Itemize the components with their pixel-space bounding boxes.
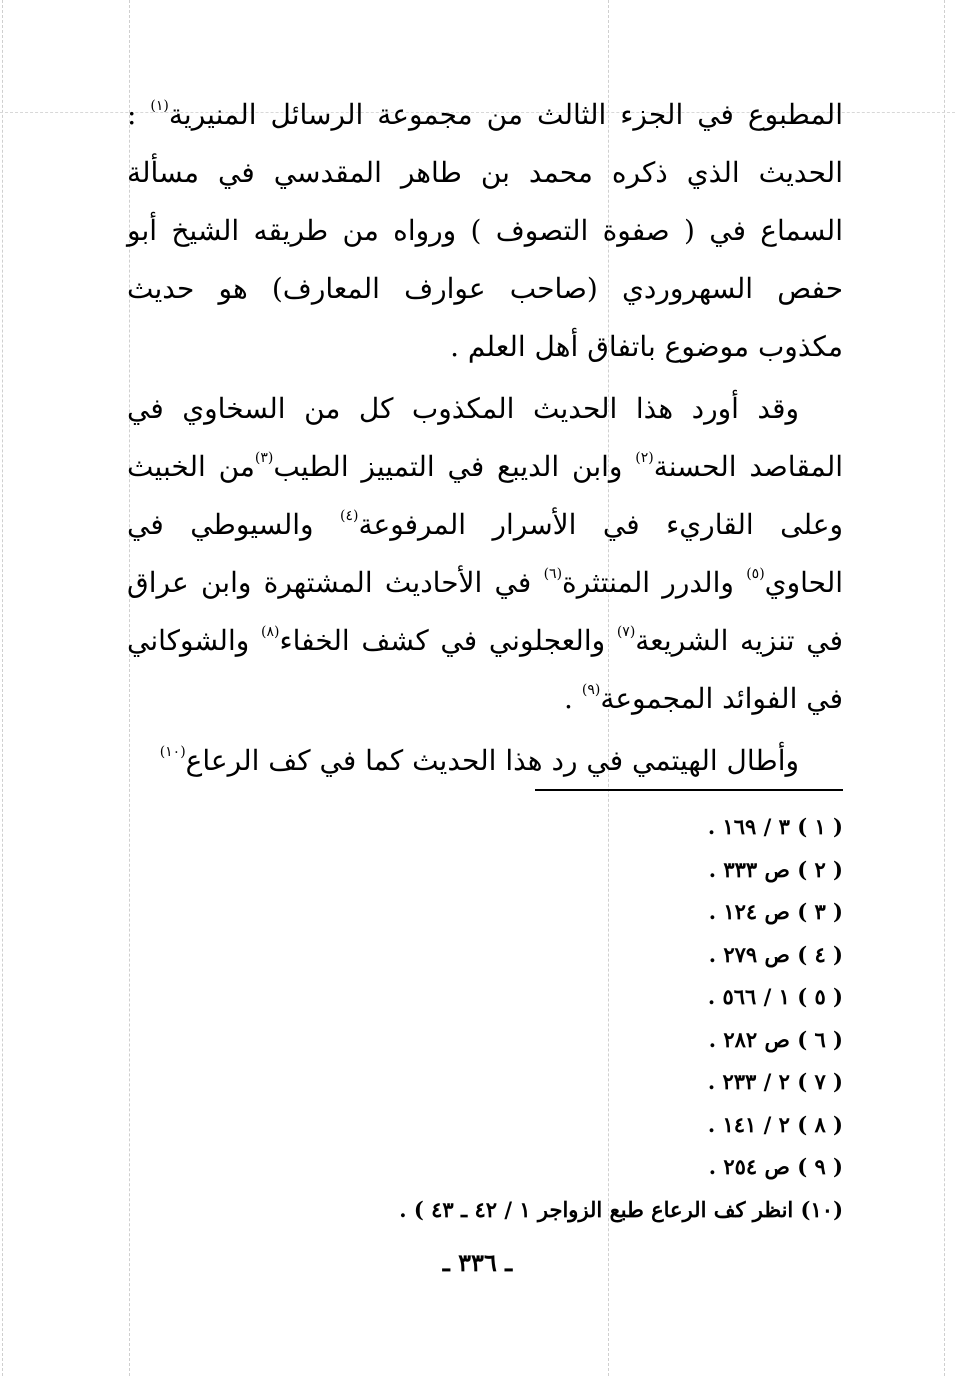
- footnote-item: ( ٩ ) ص ٢٥٤ .: [708, 1154, 843, 1179]
- paragraph-text: والسيوطي في الحاوي: [127, 508, 844, 599]
- paragraph-text: المطبوع في الجزء الثالث من مجموعة الرسائل المنيرية: [168, 98, 843, 131]
- paragraph: [127, 732, 843, 790]
- paragraph: [127, 380, 843, 728]
- footnote-item: ( ١ ) ٣ / ١٦٩ .: [707, 814, 843, 839]
- paragraph-text: .: [564, 682, 582, 715]
- footnotes-list: [127, 806, 843, 1231]
- scan-guide-line: [2, 0, 3, 1376]
- page-number: ـ ٣٣٦ ـ: [442, 1248, 513, 1277]
- footnote-reference: (٢): [635, 450, 654, 466]
- footnote-item: ( ٦ ) ص ٢٨٢ .: [708, 1026, 843, 1052]
- footnote-reference: (٦): [543, 566, 563, 582]
- main-text: [127, 86, 843, 790]
- paragraph-text: وأطال الهيتمي في رد هذا الحديث كما في كف الرعاع: [185, 744, 799, 777]
- paragraph-text: : الحديث الذي ذكره محمد بن طاهر المقدسي في مسألة السماع في ( صفوة التصوف ) ورواه من طريقه الشيخ أبو حفص السهروردي (صاحب عوارف المعارف) هو حديث مكذوب موضوع باتفاق أهل العلم .: [127, 98, 843, 363]
- footnote-reference: (٧): [616, 624, 636, 640]
- scan-guide-line: [944, 0, 945, 1376]
- footnote-reference: (٩): [581, 682, 601, 698]
- paragraph-text: في الأحاديث المشتهرة وابن عراق في تنزيه الشريعة: [127, 566, 843, 657]
- footnote-reference: (١٠): [159, 744, 186, 760]
- paragraph-text: من الخبيث وعلى القاريء في الأسرار المرفوعة: [127, 450, 843, 541]
- footnote-reference: (٨): [260, 624, 280, 640]
- footnote-reference: (١): [150, 98, 169, 114]
- paragraph-text: والدرر المنتثرة: [562, 566, 747, 599]
- footnote-item: ( ٧ ) ٢ / ٢٣٣ .: [707, 1069, 843, 1094]
- footnote-item: ( ٣ ) ص ١٢٤ .: [708, 899, 843, 924]
- footnote-reference: (٤): [340, 508, 359, 524]
- footnote-reference: (٣): [254, 450, 274, 466]
- paragraph: [127, 86, 843, 376]
- footnote-item: ( ٨ ) ٢ / ١٤١ .: [707, 1111, 843, 1137]
- footnote-item: ( ٥ ) ١ / ٥٦٦ .: [707, 984, 843, 1009]
- footnote-item: ( ٢ ) ص ٣٣٣ .: [708, 856, 843, 882]
- footnote-separator: [535, 789, 843, 791]
- paragraph-text: وابن الديبع في التمييز الطيب: [273, 450, 636, 483]
- paragraph-text: والشوكاني في الفوائد المجموعة: [127, 624, 843, 715]
- paragraph-text: والعجلوني في كشف الخفاء: [279, 624, 617, 657]
- footnote-item: ( ٤ ) ص ٢٧٩ .: [708, 941, 843, 967]
- footnote-item: (١٠) انظر كف الرعاع طبع الزواجر ١ / ٤٢ ـ ٤٣ ) .: [399, 1196, 843, 1222]
- footnote-reference: (٥): [746, 566, 765, 582]
- paragraph-text: وقد أورد هذا الحديث المكذوب كل من السخاوي في المقاصد الحسنة: [127, 392, 844, 483]
